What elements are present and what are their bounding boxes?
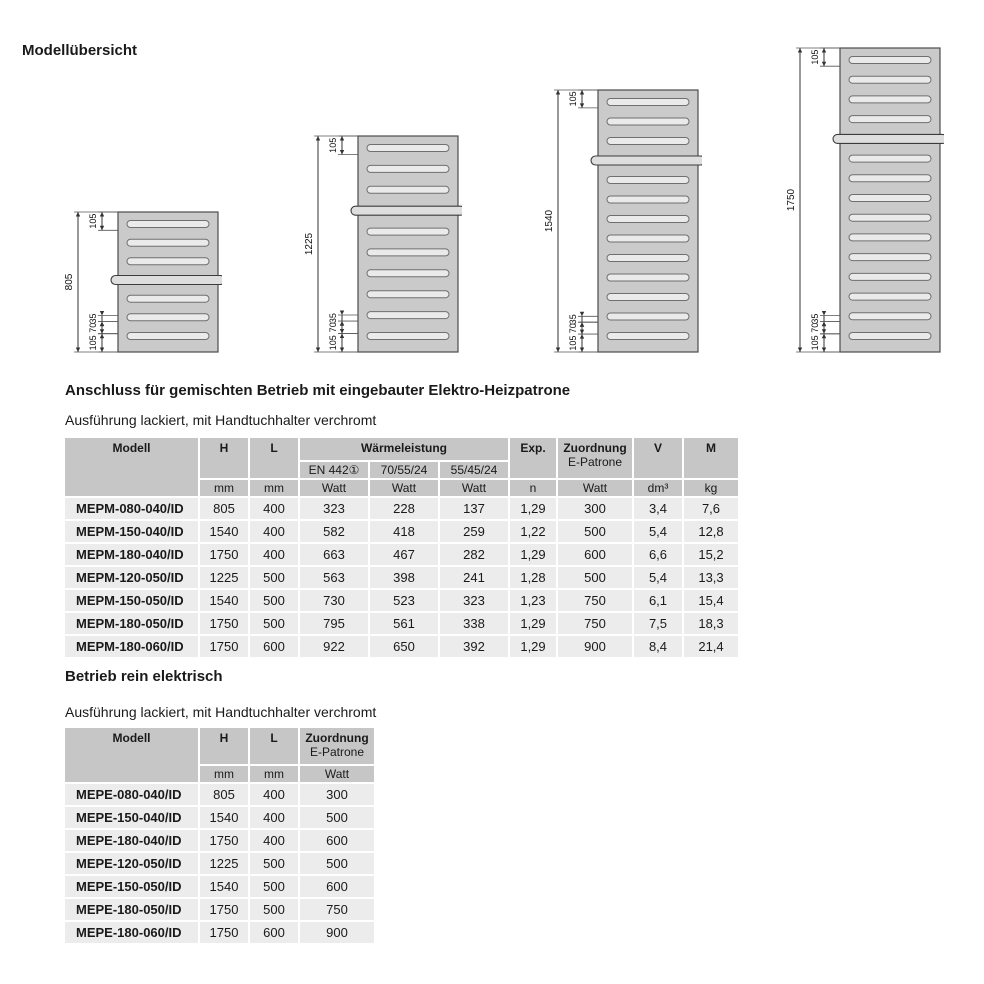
value-cell: 663 xyxy=(300,544,368,565)
value-cell: 750 xyxy=(558,590,632,611)
value-cell: 8,4 xyxy=(634,636,682,657)
value-cell: 730 xyxy=(300,590,368,611)
model-name-cell: MEPM-180-060/ID xyxy=(65,636,198,657)
radiator-slat xyxy=(127,258,209,265)
dimension-label: 35 xyxy=(328,313,338,324)
table-row xyxy=(65,876,374,897)
radiator-slat xyxy=(849,155,931,162)
radiator-slat xyxy=(607,216,689,223)
dimension-label: 35 xyxy=(810,313,820,324)
radiator-slat xyxy=(367,291,449,298)
radiator-slat xyxy=(607,138,689,145)
radiator-slat xyxy=(849,116,931,123)
radiator-slat xyxy=(367,333,449,340)
value-cell: 500 xyxy=(250,590,298,611)
radiator-diagrams xyxy=(0,0,984,372)
unit-dm3: dm³ xyxy=(634,480,682,496)
table-row xyxy=(65,853,374,874)
section-subheading-electric-operation: Ausführung lackiert, mit Handtuchhalter verchromt xyxy=(65,704,377,720)
value-cell: 1540 xyxy=(200,521,248,542)
value-cell: 650 xyxy=(370,636,438,657)
column-header-exp: Exp. xyxy=(510,438,556,478)
radiator-slat xyxy=(607,177,689,184)
table-row xyxy=(65,830,374,851)
value-cell: 7,5 xyxy=(634,613,682,634)
value-cell: 137 xyxy=(440,498,508,519)
value-cell: 600 xyxy=(558,544,632,565)
value-cell: 500 xyxy=(250,876,298,897)
value-cell: 1,29 xyxy=(510,613,556,634)
value-cell: 323 xyxy=(300,498,368,519)
model-name-cell: MEPE-180-060/ID xyxy=(65,922,198,943)
dimension-label: 105 xyxy=(328,137,338,153)
value-cell: 750 xyxy=(300,899,374,920)
value-cell: 5,4 xyxy=(634,521,682,542)
radiator-slat xyxy=(607,274,689,281)
radiator-slat xyxy=(849,76,931,83)
value-cell: 900 xyxy=(558,636,632,657)
value-cell: 500 xyxy=(250,613,298,634)
page-title: Modellübersicht xyxy=(22,42,138,59)
towel-bar xyxy=(833,134,944,143)
unit-watt-55-45-24: Watt xyxy=(440,480,508,496)
unit-watt-epatrone: Watt xyxy=(558,480,632,496)
value-cell: 21,4 xyxy=(684,636,738,657)
column-header-l: L xyxy=(250,728,298,764)
unit-watt-en442: Watt xyxy=(300,480,368,496)
radiator-slat xyxy=(127,333,209,340)
value-cell: 400 xyxy=(250,807,298,828)
dimension-label: 35 xyxy=(568,314,578,325)
table-row xyxy=(65,544,738,565)
value-cell: 400 xyxy=(250,498,298,519)
value-cell: 7,6 xyxy=(684,498,738,519)
radiator-slat xyxy=(367,228,449,235)
value-cell: 805 xyxy=(200,498,248,519)
value-cell: 500 xyxy=(300,853,374,874)
value-cell: 600 xyxy=(300,830,374,851)
unit-watt-epatrone: Watt xyxy=(300,766,374,782)
value-cell: 600 xyxy=(300,876,374,897)
column-header-v: V xyxy=(634,438,682,478)
dimension-label: 70 xyxy=(568,323,578,334)
value-cell: 6,1 xyxy=(634,590,682,611)
dimension-label: 105 xyxy=(568,91,578,107)
model-name-cell: MEPM-150-050/ID xyxy=(65,590,198,611)
model-name-cell: MEPE-180-050/ID xyxy=(65,899,198,920)
section-heading-electric-operation: Betrieb rein elektrisch xyxy=(65,668,223,685)
column-header-l: L xyxy=(250,438,298,478)
radiator-slat xyxy=(849,195,931,202)
table-row xyxy=(65,567,738,588)
value-cell: 15,2 xyxy=(684,544,738,565)
column-header-zuordnung xyxy=(558,438,632,478)
radiator-slat xyxy=(367,186,449,193)
value-cell: 500 xyxy=(558,567,632,588)
radiator-slat xyxy=(127,221,209,228)
dimension-label: 1225 xyxy=(304,232,315,256)
value-cell: 259 xyxy=(440,521,508,542)
towel-bar xyxy=(591,156,702,165)
value-cell: 900 xyxy=(300,922,374,943)
unit-kg: kg xyxy=(684,480,738,496)
table-row xyxy=(65,613,738,634)
section-subheading-mixed-operation: Ausführung lackiert, mit Handtuchhalter verchromt xyxy=(65,412,377,428)
radiator-slat xyxy=(607,235,689,242)
radiator-slat xyxy=(849,333,931,340)
value-cell: 398 xyxy=(370,567,438,588)
value-cell: 1750 xyxy=(200,830,248,851)
value-cell: 500 xyxy=(250,853,298,874)
table-body xyxy=(65,784,374,943)
radiator-slat xyxy=(849,234,931,241)
value-cell: 18,3 xyxy=(684,613,738,634)
value-cell: 400 xyxy=(250,784,298,805)
value-cell: 1540 xyxy=(200,590,248,611)
value-cell: 13,3 xyxy=(684,567,738,588)
model-name-cell: MEPE-120-050/ID xyxy=(65,853,198,874)
value-cell: 1540 xyxy=(200,876,248,897)
model-name-cell: MEPM-180-040/ID xyxy=(65,544,198,565)
dimension-label: 105 xyxy=(810,49,820,65)
table-row xyxy=(65,807,374,828)
dimension-label: 1540 xyxy=(544,209,555,233)
value-cell: 1225 xyxy=(200,567,248,588)
electric-operation-table xyxy=(63,726,376,945)
column-header-70-55-24: 70/55/24 xyxy=(370,462,438,478)
dimension-label: 805 xyxy=(64,273,75,291)
radiator-slat xyxy=(849,273,931,280)
value-cell: 805 xyxy=(200,784,248,805)
value-cell: 1,22 xyxy=(510,521,556,542)
radiator-diagram-1225 xyxy=(302,131,462,357)
zuordnung-label: Zuordnung xyxy=(563,441,627,455)
model-name-cell: MEPE-150-050/ID xyxy=(65,876,198,897)
radiator-slat xyxy=(607,255,689,262)
value-cell: 1,23 xyxy=(510,590,556,611)
dimension-label: 105 xyxy=(568,335,578,351)
table-row xyxy=(65,784,374,805)
value-cell: 500 xyxy=(300,807,374,828)
table-row xyxy=(65,498,738,519)
value-cell: 282 xyxy=(440,544,508,565)
value-cell: 3,4 xyxy=(634,498,682,519)
model-name-cell: MEPE-080-040/ID xyxy=(65,784,198,805)
value-cell: 241 xyxy=(440,567,508,588)
dimension-label: 105 xyxy=(88,335,98,351)
value-cell: 338 xyxy=(440,613,508,634)
value-cell: 795 xyxy=(300,613,368,634)
radiator-slat xyxy=(367,145,449,152)
value-cell: 1225 xyxy=(200,853,248,874)
radiator-diagram-805 xyxy=(62,207,222,357)
radiator-slat xyxy=(849,57,931,64)
radiator-diagram-1540 xyxy=(542,85,702,357)
value-cell: 400 xyxy=(250,544,298,565)
value-cell: 922 xyxy=(300,636,368,657)
model-name-cell: MEPE-180-040/ID xyxy=(65,830,198,851)
table-body xyxy=(65,498,738,657)
radiator-slat xyxy=(367,270,449,277)
radiator-slat xyxy=(367,249,449,256)
value-cell: 561 xyxy=(370,613,438,634)
column-header-55-45-24: 55/45/24 xyxy=(440,462,508,478)
value-cell: 500 xyxy=(250,567,298,588)
value-cell: 300 xyxy=(300,784,374,805)
radiator-slat xyxy=(849,313,931,320)
dimension-label: 70 xyxy=(328,322,338,333)
column-header-modell: Modell xyxy=(65,438,198,496)
value-cell: 5,4 xyxy=(634,567,682,588)
radiator-slat xyxy=(607,196,689,203)
value-cell: 1540 xyxy=(200,807,248,828)
towel-bar xyxy=(111,276,222,285)
unit-watt-70-55-24: Watt xyxy=(370,480,438,496)
value-cell: 500 xyxy=(558,521,632,542)
column-header-h: H xyxy=(200,728,248,764)
zuordnung-label: Zuordnung xyxy=(305,731,369,745)
column-header-en442: EN 442① xyxy=(300,462,368,478)
value-cell: 1750 xyxy=(200,636,248,657)
value-cell: 228 xyxy=(370,498,438,519)
table-header xyxy=(65,438,738,496)
value-cell: 1750 xyxy=(200,922,248,943)
column-header-zuordnung xyxy=(300,728,374,764)
value-cell: 15,4 xyxy=(684,590,738,611)
model-name-cell: MEPE-150-040/ID xyxy=(65,807,198,828)
table-row xyxy=(65,899,374,920)
unit-mm-h: mm xyxy=(200,766,248,782)
value-cell: 563 xyxy=(300,567,368,588)
value-cell: 1750 xyxy=(200,899,248,920)
section-heading-mixed-operation: Anschluss für gemischten Betrieb mit eingebauter Elektro-Heizpatrone xyxy=(65,382,571,399)
radiator-slat xyxy=(607,294,689,301)
value-cell: 418 xyxy=(370,521,438,542)
value-cell: 1750 xyxy=(200,544,248,565)
value-cell: 400 xyxy=(250,521,298,542)
column-header-h: H xyxy=(200,438,248,478)
value-cell: 12,8 xyxy=(684,521,738,542)
dimension-label: 35 xyxy=(88,313,98,324)
radiator-slat xyxy=(849,175,931,182)
table-header xyxy=(65,728,374,782)
value-cell: 1,29 xyxy=(510,636,556,657)
model-name-cell: MEPM-180-050/ID xyxy=(65,613,198,634)
dimension-label: 105 xyxy=(810,335,820,351)
value-cell: 582 xyxy=(300,521,368,542)
radiator-slat xyxy=(127,314,209,321)
value-cell: 523 xyxy=(370,590,438,611)
dimension-label: 1750 xyxy=(786,188,797,212)
model-name-cell: MEPM-150-040/ID xyxy=(65,521,198,542)
towel-bar xyxy=(351,206,462,215)
value-cell: 400 xyxy=(250,830,298,851)
value-cell: 1,29 xyxy=(510,544,556,565)
radiator-slat xyxy=(607,118,689,125)
value-cell: 1,28 xyxy=(510,567,556,588)
radiator-slat xyxy=(607,333,689,340)
value-cell: 600 xyxy=(250,922,298,943)
value-cell: 750 xyxy=(558,613,632,634)
radiator-slat xyxy=(127,295,209,302)
model-name-cell: MEPM-080-040/ID xyxy=(65,498,198,519)
value-cell: 600 xyxy=(250,636,298,657)
e-patrone-label: E-Patrone xyxy=(309,745,365,759)
table-row xyxy=(65,521,738,542)
e-patrone-label: E-Patrone xyxy=(567,455,623,469)
value-cell: 1750 xyxy=(200,613,248,634)
radiator-slat xyxy=(607,313,689,320)
value-cell: 1,29 xyxy=(510,498,556,519)
column-header-m: M xyxy=(684,438,738,478)
table-row xyxy=(65,636,738,657)
radiator-diagram-1750 xyxy=(784,43,944,357)
radiator-slat xyxy=(127,239,209,246)
value-cell: 467 xyxy=(370,544,438,565)
model-name-cell: MEPM-120-050/ID xyxy=(65,567,198,588)
value-cell: 500 xyxy=(250,899,298,920)
unit-mm-h: mm xyxy=(200,480,248,496)
radiator-slat xyxy=(367,312,449,319)
table-row xyxy=(65,590,738,611)
column-header-modell: Modell xyxy=(65,728,198,782)
unit-mm-l: mm xyxy=(250,480,298,496)
radiator-slat xyxy=(849,293,931,300)
radiator-slat xyxy=(849,96,931,103)
radiator-slat xyxy=(849,254,931,261)
value-cell: 300 xyxy=(558,498,632,519)
value-cell: 323 xyxy=(440,590,508,611)
dimension-label: 70 xyxy=(810,322,820,333)
mixed-operation-table xyxy=(63,436,740,659)
dimension-label: 105 xyxy=(88,213,98,229)
column-header-waermeleistung: Wärmeleistung xyxy=(300,438,508,460)
radiator-slat xyxy=(849,214,931,221)
dimension-label: 105 xyxy=(328,335,338,351)
table-row xyxy=(65,922,374,943)
value-cell: 6,6 xyxy=(634,544,682,565)
value-cell: 392 xyxy=(440,636,508,657)
radiator-slat xyxy=(607,99,689,106)
radiator-slat xyxy=(367,165,449,172)
dimension-label: 70 xyxy=(88,322,98,333)
unit-mm-l: mm xyxy=(250,766,298,782)
unit-n-exp: n xyxy=(510,480,556,496)
